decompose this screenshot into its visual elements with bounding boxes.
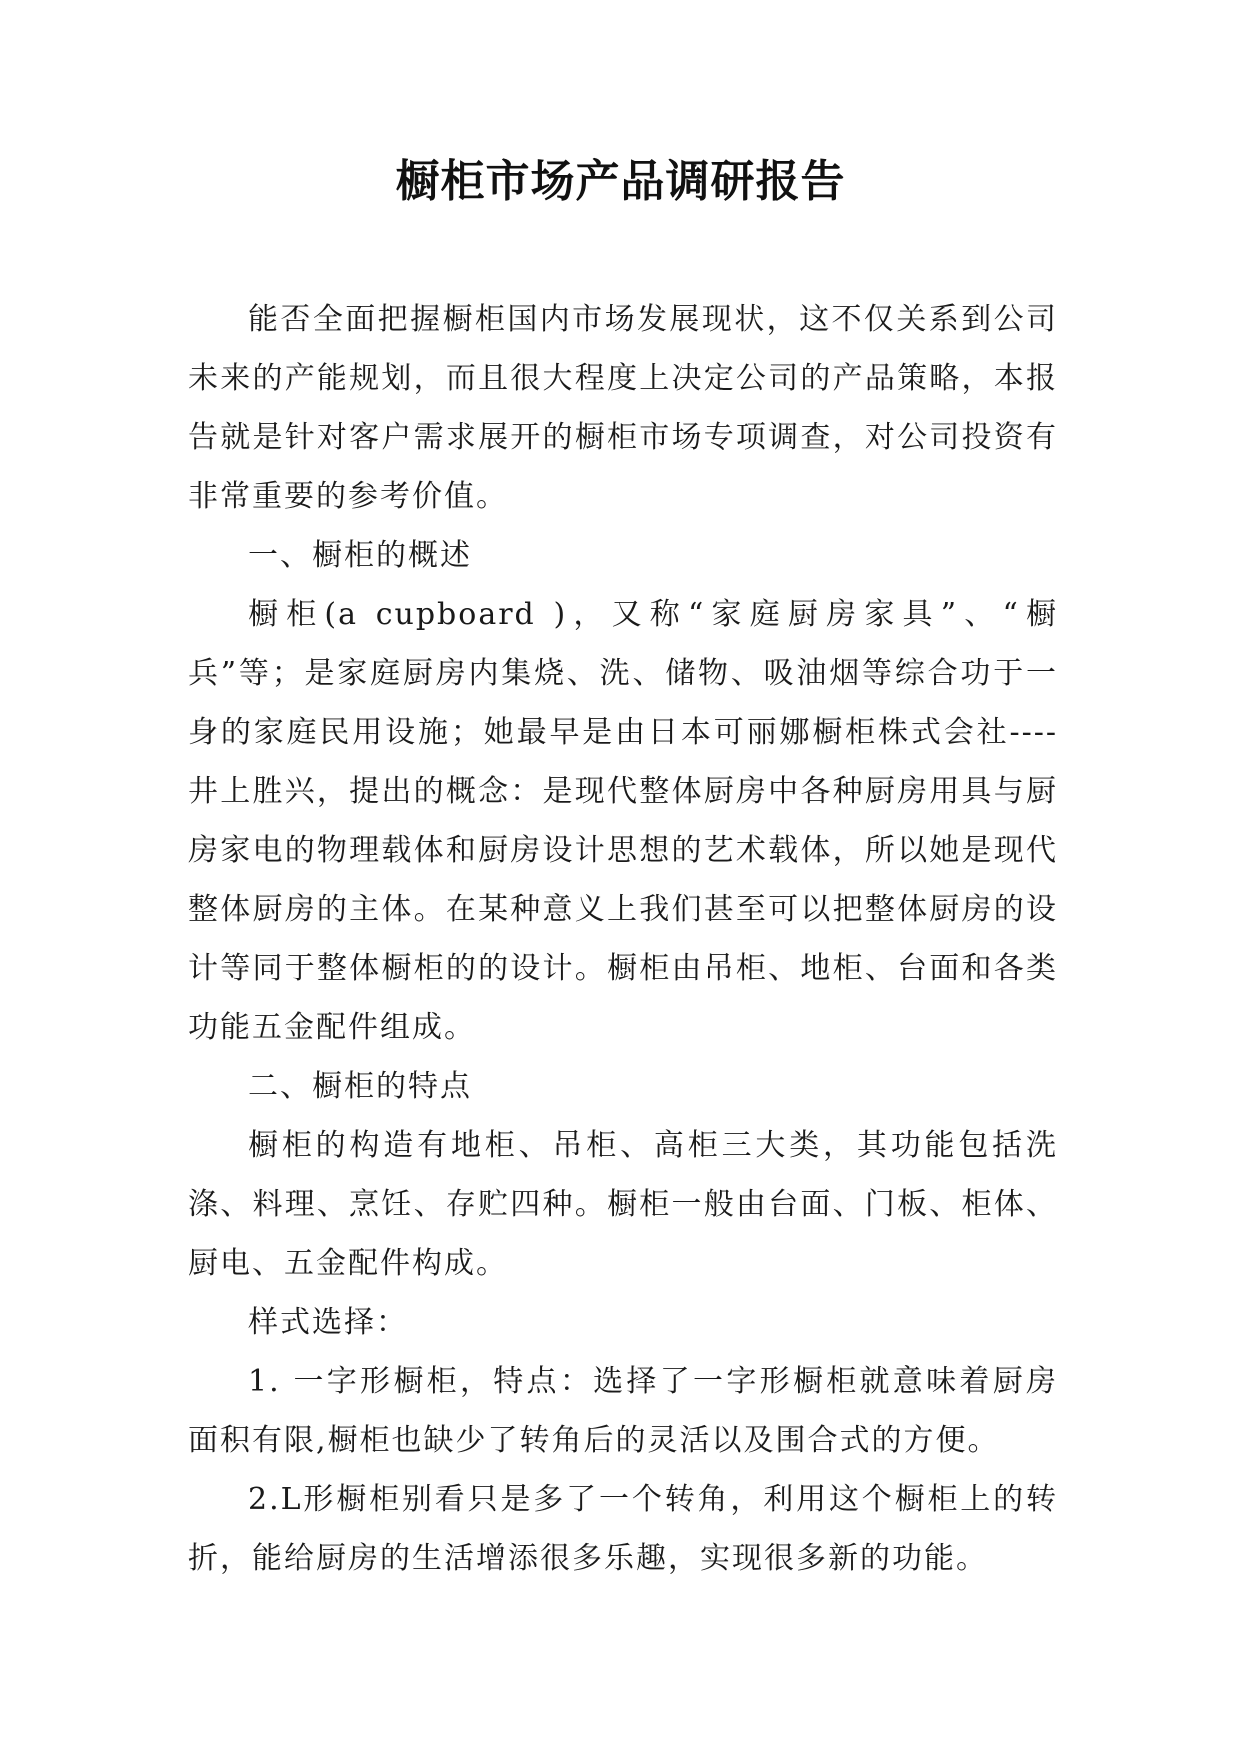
intro-paragraph: 能否全面把握橱柜国内市场发展现状，这不仅关系到公司未来的产能规划，而且很大程度上决定公司的产品策略，本报告就是针对客户需求展开的橱柜市场专项调查，对公司投资有非常重要的参考价值。	[188, 302, 1058, 514]
section-heading-features: 二、橱柜的特点	[248, 1069, 472, 1104]
style-selection-heading: 样式选择：	[248, 1305, 408, 1340]
style-item-2: 2.L形橱柜别看只是多了一个转角，利用这个橱柜上的转折，能给厨房的生活增添很多乐趣，实现很多新的功能。	[188, 1482, 1058, 1576]
features-paragraph: 橱柜的构造有地柜、吊柜、高柜三大类，其功能包括洗涤、料理、烹饪、存贮四种。橱柜一般由台面、门板、柜体、厨电、五金配件构成。	[188, 1128, 1058, 1281]
document-body	[188, 290, 1058, 1588]
overview-paragraph: 橱柜(a cupboard )，又称“家庭厨房家具”、“橱兵”等；是家庭厨房内集烧、洗、储物、吸油烟等综合功于一身的家庭民用设施；她最早是由日本可丽娜橱柜株式会社----井上胜兴，提出的概念：是现代整体厨房中各种厨房用具与厨房家电的物理载体和厨房设计思想的艺术载体，所以她是现代整体厨房的主体。在某种意义上我们甚至可以把整体厨房的设计等同于整体橱柜的的设计。橱柜由吊柜、地柜、台面和各类功能五金配件组成。	[188, 597, 1058, 1045]
style-item-1: 1. 一字形橱柜，特点：选择了一字形橱柜就意味着厨房面积有限,橱柜也缺少了转角后的灵活以及围合式的方便。	[188, 1364, 1058, 1458]
section-heading-overview: 一、橱柜的概述	[248, 538, 472, 573]
document-title: 橱柜市场产品调研报告	[395, 156, 846, 207]
